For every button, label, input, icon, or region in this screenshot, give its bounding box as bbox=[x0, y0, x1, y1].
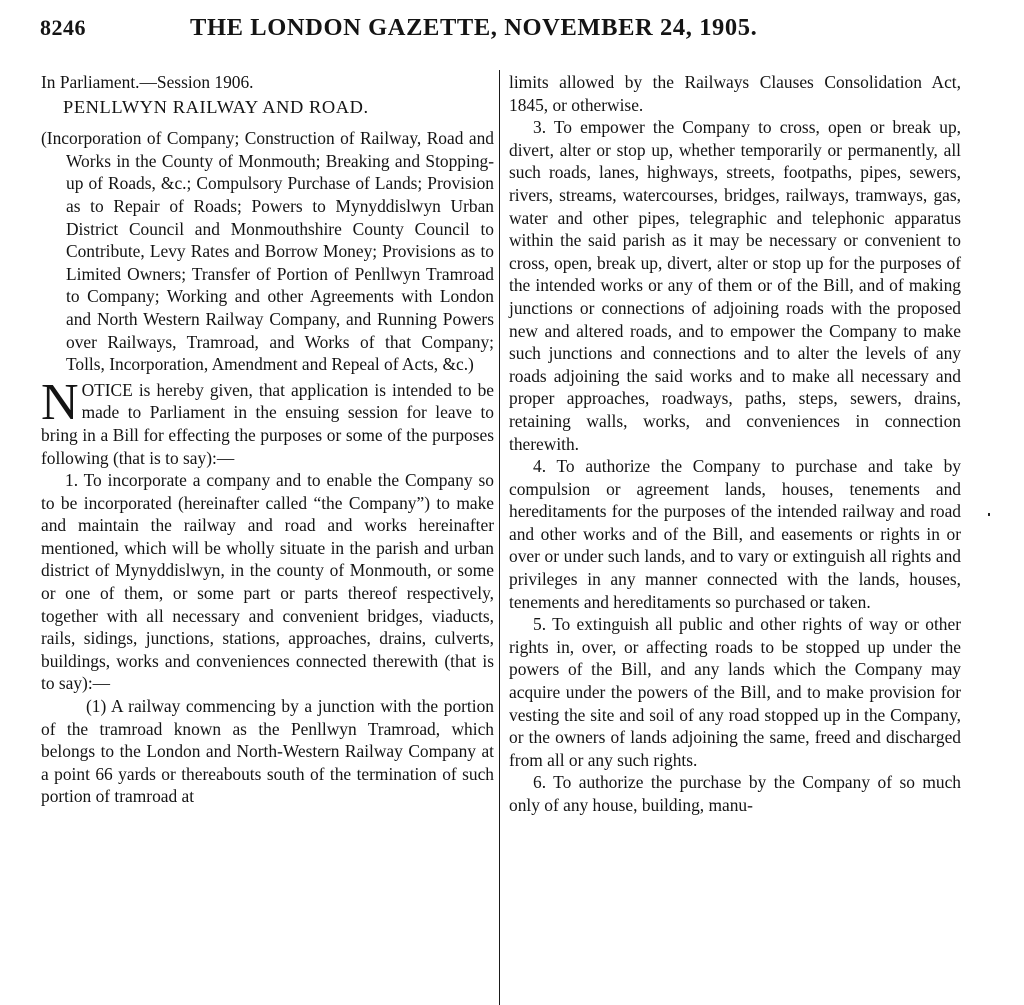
session-heading: In Parliament.—Session 1906. bbox=[41, 72, 254, 92]
notice-paragraph bbox=[41, 373, 494, 469]
notice-title: PENLLWYN RAILWAY AND ROAD. bbox=[63, 96, 369, 117]
paragraph-4: 4. To authorize the Company to purchase and take by compulsion or agreement lands, houses, tenements and hereditaments for the purposes of the intended railway and road and other works and of the Bill, and easements or rights in or over or under such lands, and to vary or extinguish all rights and privileges in any manner connected with the lands, houses, tenements and hereditaments so purchased or taken. bbox=[509, 456, 961, 612]
paragraph-3: 3. To empower the Company to cross, open or break up, divert, alter or stop up, whether temporarily or permanently, all such roads, lanes, highways, streets, footpaths, pipes, sewers, rivers, streams, watercourses, bridges, railways, tramways, gas, water and other pipes, telegraphic and telephonic apparatus within the said parish as it may be necessary or convenient to cross, open, break up, divert, alter or stop up for the purposes of the intended works or any of them or of the Bill, and of making junctions or connections of adjoining roads with the proposed new and altered roads, and to empower the Company to make such junctions and connections and to alter the levels of any roads adjoining the said works and to make all necessary and proper approaches, roadways, paths, steps, sewers, drains, retaining walls, works, and conveniences in connection therewith. bbox=[509, 117, 961, 454]
left-column bbox=[41, 71, 494, 808]
paragraph-5: 5. To extinguish all public and other rights of way or other rights in, over, or affecting roads to be stopped up under the powers of the Bill, and any lands which the Company may acquire under the powers of the Bill, and to make provision for vesting the site and soil of any road stopped up in the Company, or the owners of lands adjoining the same, freed and discharged from all or any such rights. bbox=[509, 614, 961, 770]
margin-mark bbox=[988, 513, 990, 516]
paragraph-1: 1. To incorporate a company and to enable the Company so to be incorporated (hereinafter called “the Company”) to make and maintain the railway and road and works hereinafter mentioned, which will be wholly situate in the parish and urban district of Mynyddislwyn, in the county of Monmouth, or some or one of them, or some part or parts thereof respectively, together with all necessary and convenient bridges, viaducts, rails, sidings, junctions, stations, approaches, drains, culverts, buildings, works and conveniences connected therewith (that is to say):— bbox=[41, 470, 494, 694]
notice-text: OTICE is hereby given, that application is intended to be made to Parliament in the ensuing session for leave to bring in a Bill for effecting the purposes or some of the purposes following (that is to say):— bbox=[41, 379, 494, 468]
continued-paragraph: limits allowed by the Railways Clauses Consolidation Act, 1845, or otherwise. bbox=[509, 72, 961, 115]
paragraph-6: 6. To authorize the purchase by the Company of so much only of any house, building, manu- bbox=[509, 772, 961, 815]
column-divider bbox=[499, 70, 500, 1005]
notice-description: (Incorporation of Company; Construction of Railway, Road and Works in the County of Monmouth; Breaking and Stopping-up of Roads, &c.; Compulsory Purchase of Lands; Provision as to Repair of Roads; Powers to Mynyddislwyn Urban District Council and Monmouthshire County Council to Contribute, Levy Rates and Borrow Money; Provisions as to Limited Owners; Transfer of Portion of Penllwyn Tramroad to Company; Working and other Agreements with London and North Western Railway Company, and Running Powers over Railways, Tramroad, and Works of that Company; Tolls, Incorporation, Amendment and Repeal of Acts, &c.) bbox=[41, 128, 494, 375]
paragraph-1-1: (1) A railway commencing by a junction with the portion of the tramroad known as the Penllwyn Tramroad, which belongs to the London and North-Western Railway Company at a point 66 yards or thereabouts south of the termination of such portion of tramroad at bbox=[41, 696, 494, 807]
page-number: 8246 bbox=[40, 15, 86, 40]
right-column bbox=[509, 71, 961, 817]
page-header bbox=[40, 14, 985, 48]
drop-cap-letter: N bbox=[41, 373, 79, 431]
masthead-title: THE LONDON GAZETTE, NOVEMBER 24, 1905. bbox=[190, 14, 758, 41]
